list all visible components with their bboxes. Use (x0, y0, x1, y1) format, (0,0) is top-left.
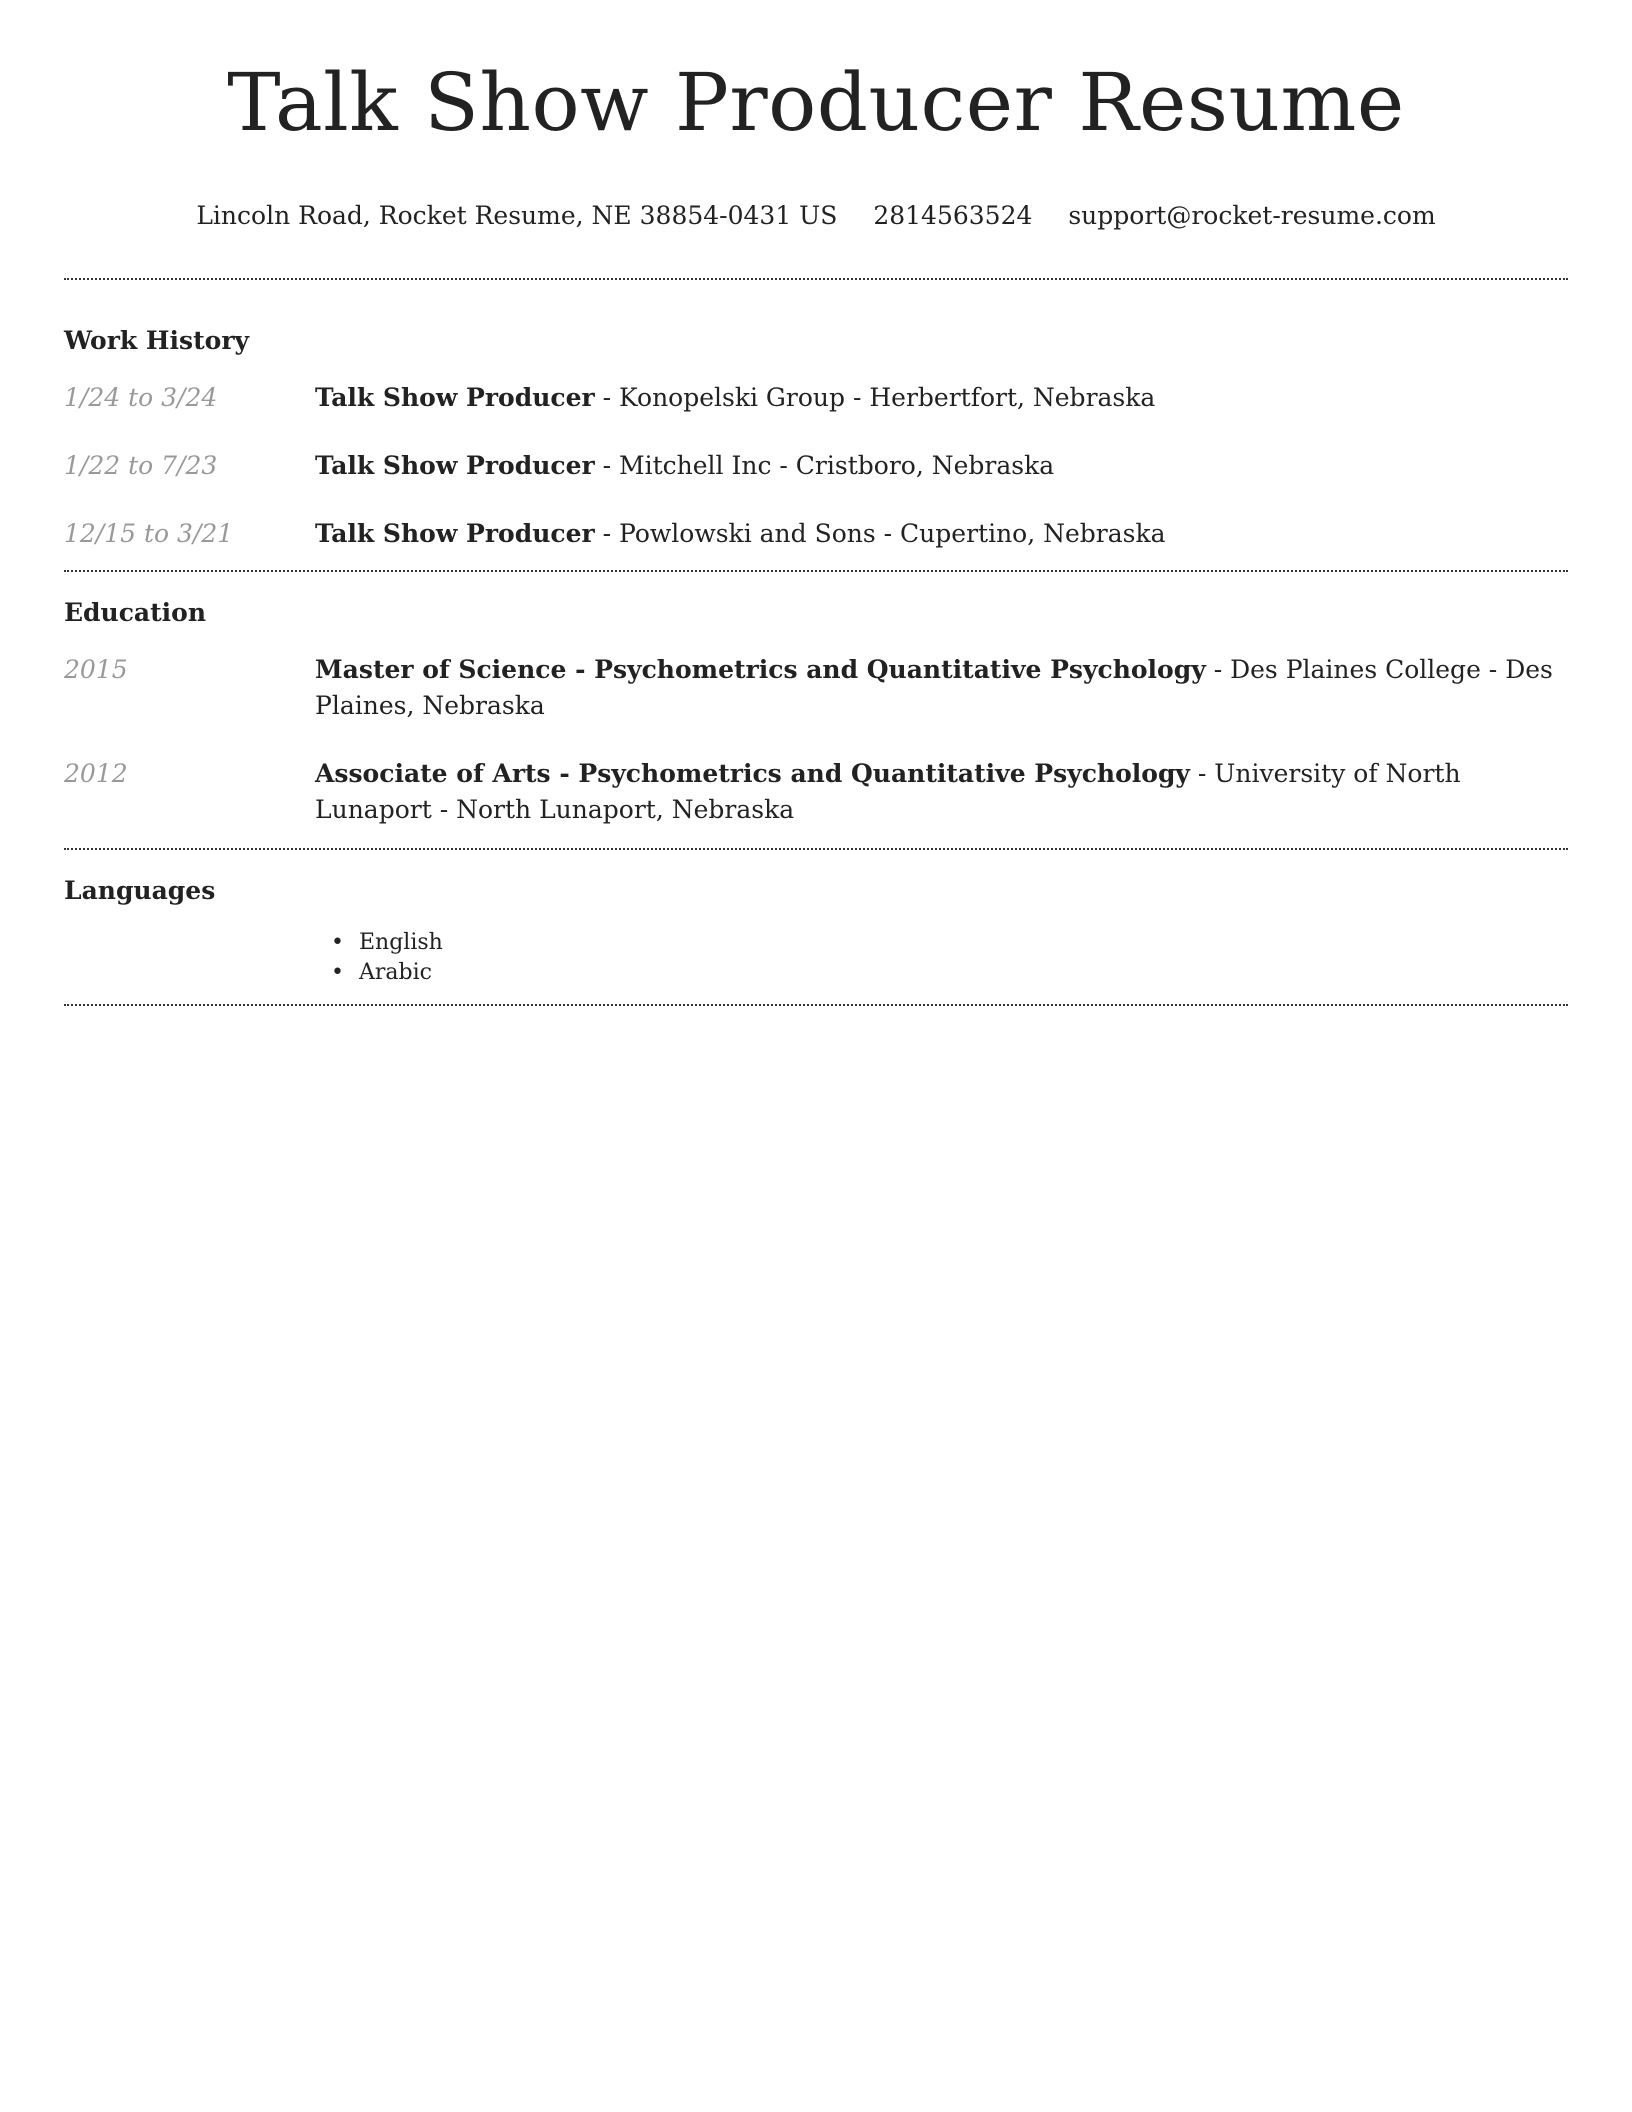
work-entry-description (315, 448, 1568, 484)
work-entry-details: - Konopelski Group - Herbertfort, Nebraska (594, 383, 1156, 412)
resume-header (64, 0, 1568, 234)
work-entry-details: - Mitchell Inc - Cristboro, Nebraska (594, 451, 1055, 480)
work-entry-description (315, 516, 1568, 552)
work-entry-role: Talk Show Producer (315, 451, 595, 480)
work-entry-role: Talk Show Producer (315, 519, 595, 548)
languages-list (64, 928, 1568, 1004)
contact-email: support@rocket-resume.com (1068, 201, 1436, 230)
bullet-icon: • (331, 930, 344, 955)
work-entry-date: 1/22 to 7/23 (64, 451, 218, 480)
work-entry (64, 380, 1568, 416)
page-title: Talk Show Producer Resume (227, 56, 1405, 149)
education-entry-details: - Des Plaines College - Des Plaines, Nebraska (315, 655, 1553, 720)
education-entry-date: 2015 (64, 655, 128, 684)
education-entry-details: - University of North Lunaport - North Lunaport, Nebraska (315, 759, 1461, 824)
education-entry-degree: Associate of Arts - Psychometrics and Quantitative Psychology (315, 759, 1190, 788)
section-divider (64, 1004, 1568, 1006)
work-entry-details: - Powlowski and Sons - Cupertino, Nebraska (594, 519, 1166, 548)
education-entry (64, 652, 1568, 724)
contact-phone: 2814563524 (873, 201, 1033, 230)
education-entry-description (315, 756, 1568, 828)
education-section (64, 572, 1568, 848)
work-entry-date: 12/15 to 3/21 (64, 519, 234, 548)
list-item (315, 928, 1568, 958)
work-entry (64, 516, 1568, 552)
contact-address: Lincoln Road, Rocket Resume, NE 38854-0431 US (196, 201, 838, 230)
work-entry (64, 448, 1568, 484)
contact-line (64, 198, 1568, 234)
work-history-section (64, 280, 1568, 570)
education-entry-date: 2012 (64, 759, 128, 788)
languages-heading: Languages (64, 876, 216, 905)
language-label: Arabic (359, 960, 432, 985)
education-entry-degree: Master of Science - Psychometrics and Quantitative Psychology (315, 655, 1206, 684)
work-entry-role: Talk Show Producer (315, 383, 595, 412)
languages-section (64, 850, 1568, 1004)
education-entry (64, 756, 1568, 828)
education-heading: Education (64, 598, 207, 627)
work-history-heading: Work History (64, 326, 250, 355)
work-history-list (64, 380, 1568, 570)
work-entry-description (315, 380, 1568, 416)
education-list (64, 652, 1568, 848)
bullet-icon: • (331, 960, 344, 985)
list-item (315, 958, 1568, 988)
education-entry-description (315, 652, 1568, 724)
language-label: English (359, 930, 443, 955)
work-entry-date: 1/24 to 3/24 (64, 383, 218, 412)
